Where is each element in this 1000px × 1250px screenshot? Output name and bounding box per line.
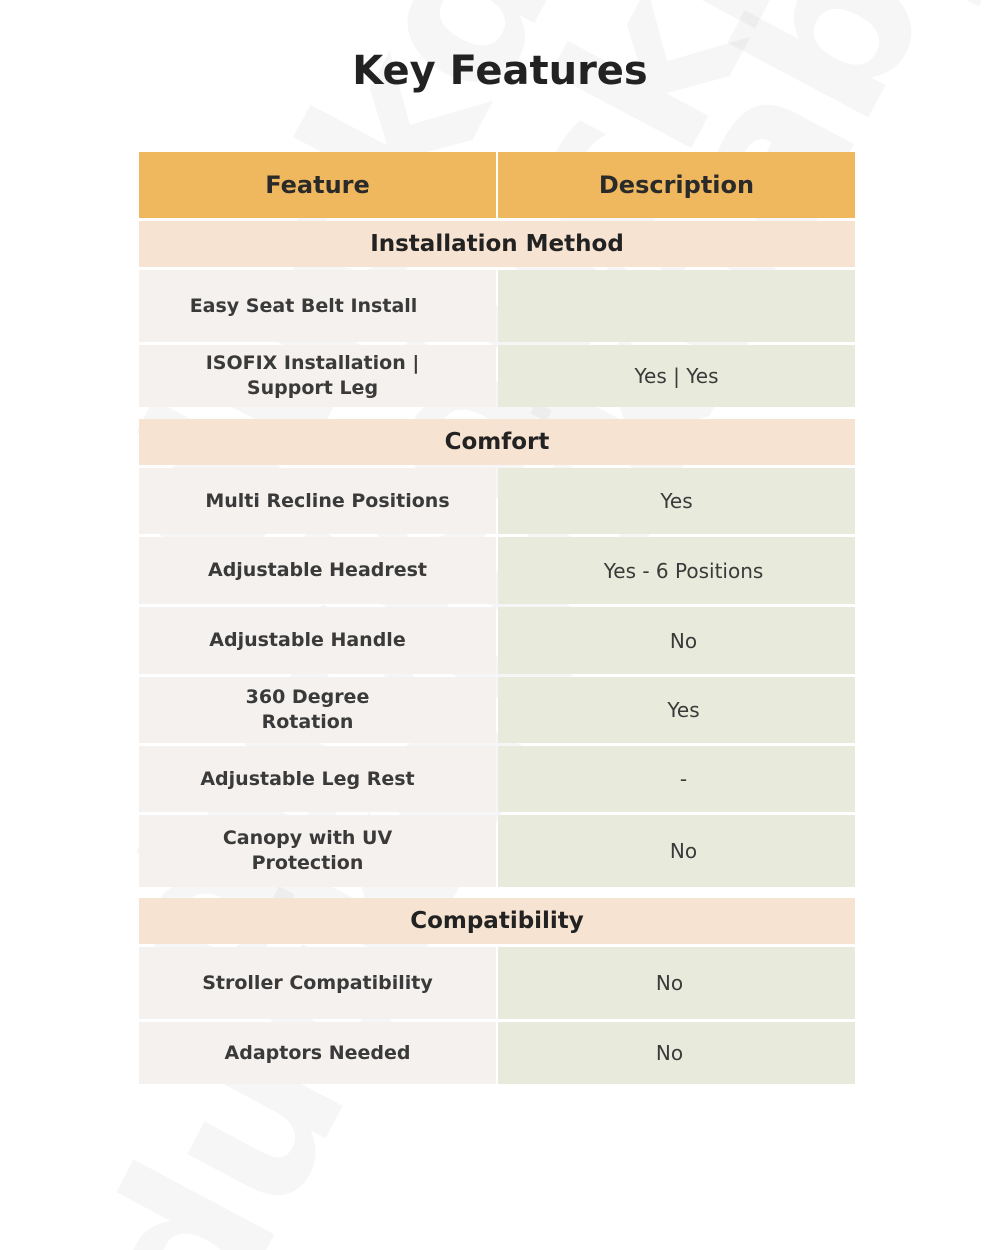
table-row xyxy=(139,677,855,743)
description-cell: No xyxy=(498,1022,855,1084)
description-cell: - xyxy=(498,746,855,812)
description-cell: No xyxy=(498,607,855,674)
feature-cell: Canopy with UV Protection xyxy=(139,815,496,887)
page-title: Key Features xyxy=(352,48,648,94)
feature-cell: Adjustable Leg Rest xyxy=(139,746,496,812)
description-cell: Yes xyxy=(498,677,855,743)
table-row xyxy=(139,270,855,342)
feature-cell: Adjustable Handle xyxy=(139,607,496,674)
table-row xyxy=(139,537,855,604)
feature-cell: Easy Seat Belt Install xyxy=(139,270,496,342)
section-gap xyxy=(139,410,855,419)
header-description: Description xyxy=(498,152,855,218)
table-row xyxy=(139,815,855,887)
description-cell: No xyxy=(498,947,855,1019)
table-row xyxy=(139,607,855,674)
table-row xyxy=(139,1022,855,1084)
features-table xyxy=(139,152,855,1087)
table-row xyxy=(139,468,855,534)
header-feature: Feature xyxy=(139,152,496,218)
feature-cell: 360 Degree Rotation xyxy=(139,677,496,743)
table-row xyxy=(139,746,855,812)
table-row xyxy=(139,345,855,407)
description-cell: Yes xyxy=(498,468,855,534)
section-installation-method: Installation Method xyxy=(139,221,855,267)
description-cell: No xyxy=(498,815,855,887)
feature-cell: Stroller Compatibility xyxy=(139,947,496,1019)
description-cell: Yes | Yes xyxy=(498,345,855,407)
section-gap xyxy=(139,890,855,898)
section-comfort: Comfort xyxy=(139,419,855,465)
description-cell xyxy=(498,270,855,342)
section-compatibility: Compatibility xyxy=(139,898,855,944)
description-cell: Yes - 6 Positions xyxy=(498,537,855,604)
feature-cell: Adjustable Headrest xyxy=(139,537,496,604)
table-row xyxy=(139,947,855,1019)
feature-cell: ISOFIX Installation | Support Leg xyxy=(139,345,496,407)
table-header xyxy=(139,152,855,218)
feature-cell: Adaptors Needed xyxy=(139,1022,496,1084)
feature-cell: Multi Recline Positions xyxy=(139,468,496,534)
